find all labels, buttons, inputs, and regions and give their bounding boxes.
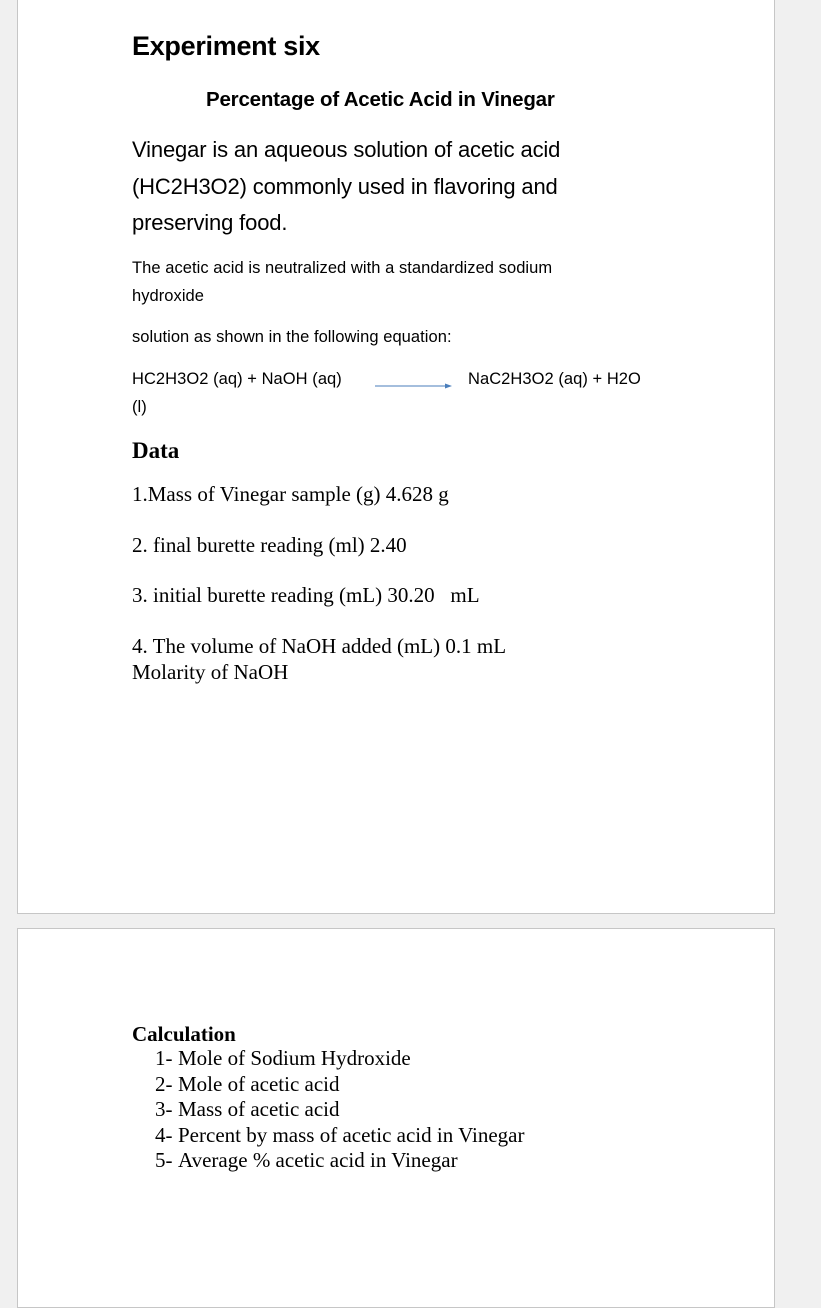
list-text: Percent by mass of acetic acid in Vinegar bbox=[178, 1122, 525, 1147]
list-item bbox=[155, 1097, 524, 1123]
list-text: Mole of Sodium Hydroxide bbox=[178, 1046, 411, 1070]
intro-line: (HC2H3O2) commonly used in flavoring and bbox=[132, 173, 558, 199]
document-page-1 bbox=[17, 0, 775, 914]
list-number: 2- bbox=[155, 1071, 173, 1096]
calculation-list bbox=[155, 1046, 524, 1174]
data-item-initial-burette: 3. initial burette reading (mL) 30.20 mL bbox=[132, 583, 480, 607]
list-text: Mass of acetic acid bbox=[178, 1097, 340, 1122]
list-item bbox=[155, 1072, 524, 1098]
data-item-molarity: Molarity of NaOH bbox=[132, 660, 289, 684]
experiment-subtitle: Percentage of Acetic Acid in Vinegar bbox=[206, 88, 555, 111]
equation-intro: solution as shown in the following equation: bbox=[132, 328, 452, 346]
list-text: Mole of acetic acid bbox=[178, 1071, 340, 1096]
list-item bbox=[155, 1123, 524, 1149]
intro-line: Vinegar is an aqueous solution of acetic acid bbox=[132, 137, 561, 162]
data-heading: Data bbox=[132, 438, 180, 463]
list-number: 1- bbox=[155, 1046, 173, 1070]
experiment-title: Experiment six bbox=[132, 31, 320, 61]
document-page-2 bbox=[17, 928, 775, 1308]
calculation-heading: Calculation bbox=[132, 1022, 236, 1046]
list-item bbox=[155, 1046, 524, 1072]
list-item bbox=[155, 1148, 524, 1174]
intro-paragraph bbox=[132, 132, 560, 242]
data-item-final-burette: 2. final burette reading (ml) 2.40 bbox=[132, 533, 407, 557]
list-number: 5- bbox=[155, 1148, 173, 1173]
list-number: 4- bbox=[155, 1122, 173, 1147]
equation-products: NaC2H3O2 (aq) + H2O bbox=[468, 370, 641, 388]
list-number: 3- bbox=[155, 1097, 173, 1122]
equation-reactants: HC2H3O2 (aq) + NaOH (aq) bbox=[132, 370, 342, 388]
data-item-volume-naoh: 4. The volume of NaOH added (mL) 0.1 mL bbox=[132, 634, 507, 658]
intro-line: preserving food. bbox=[132, 210, 288, 235]
neutralized-line-2: hydroxide bbox=[132, 287, 204, 305]
data-item-mass: 1.Mass of Vinegar sample (g) 4.628 g bbox=[132, 482, 449, 506]
reaction-arrow bbox=[375, 383, 455, 393]
list-text: Average % acetic acid in Vinegar bbox=[178, 1148, 458, 1173]
neutralized-line-1: The acetic acid is neutralized with a standardized sodium bbox=[132, 259, 553, 277]
equation-state: (l) bbox=[132, 398, 147, 416]
